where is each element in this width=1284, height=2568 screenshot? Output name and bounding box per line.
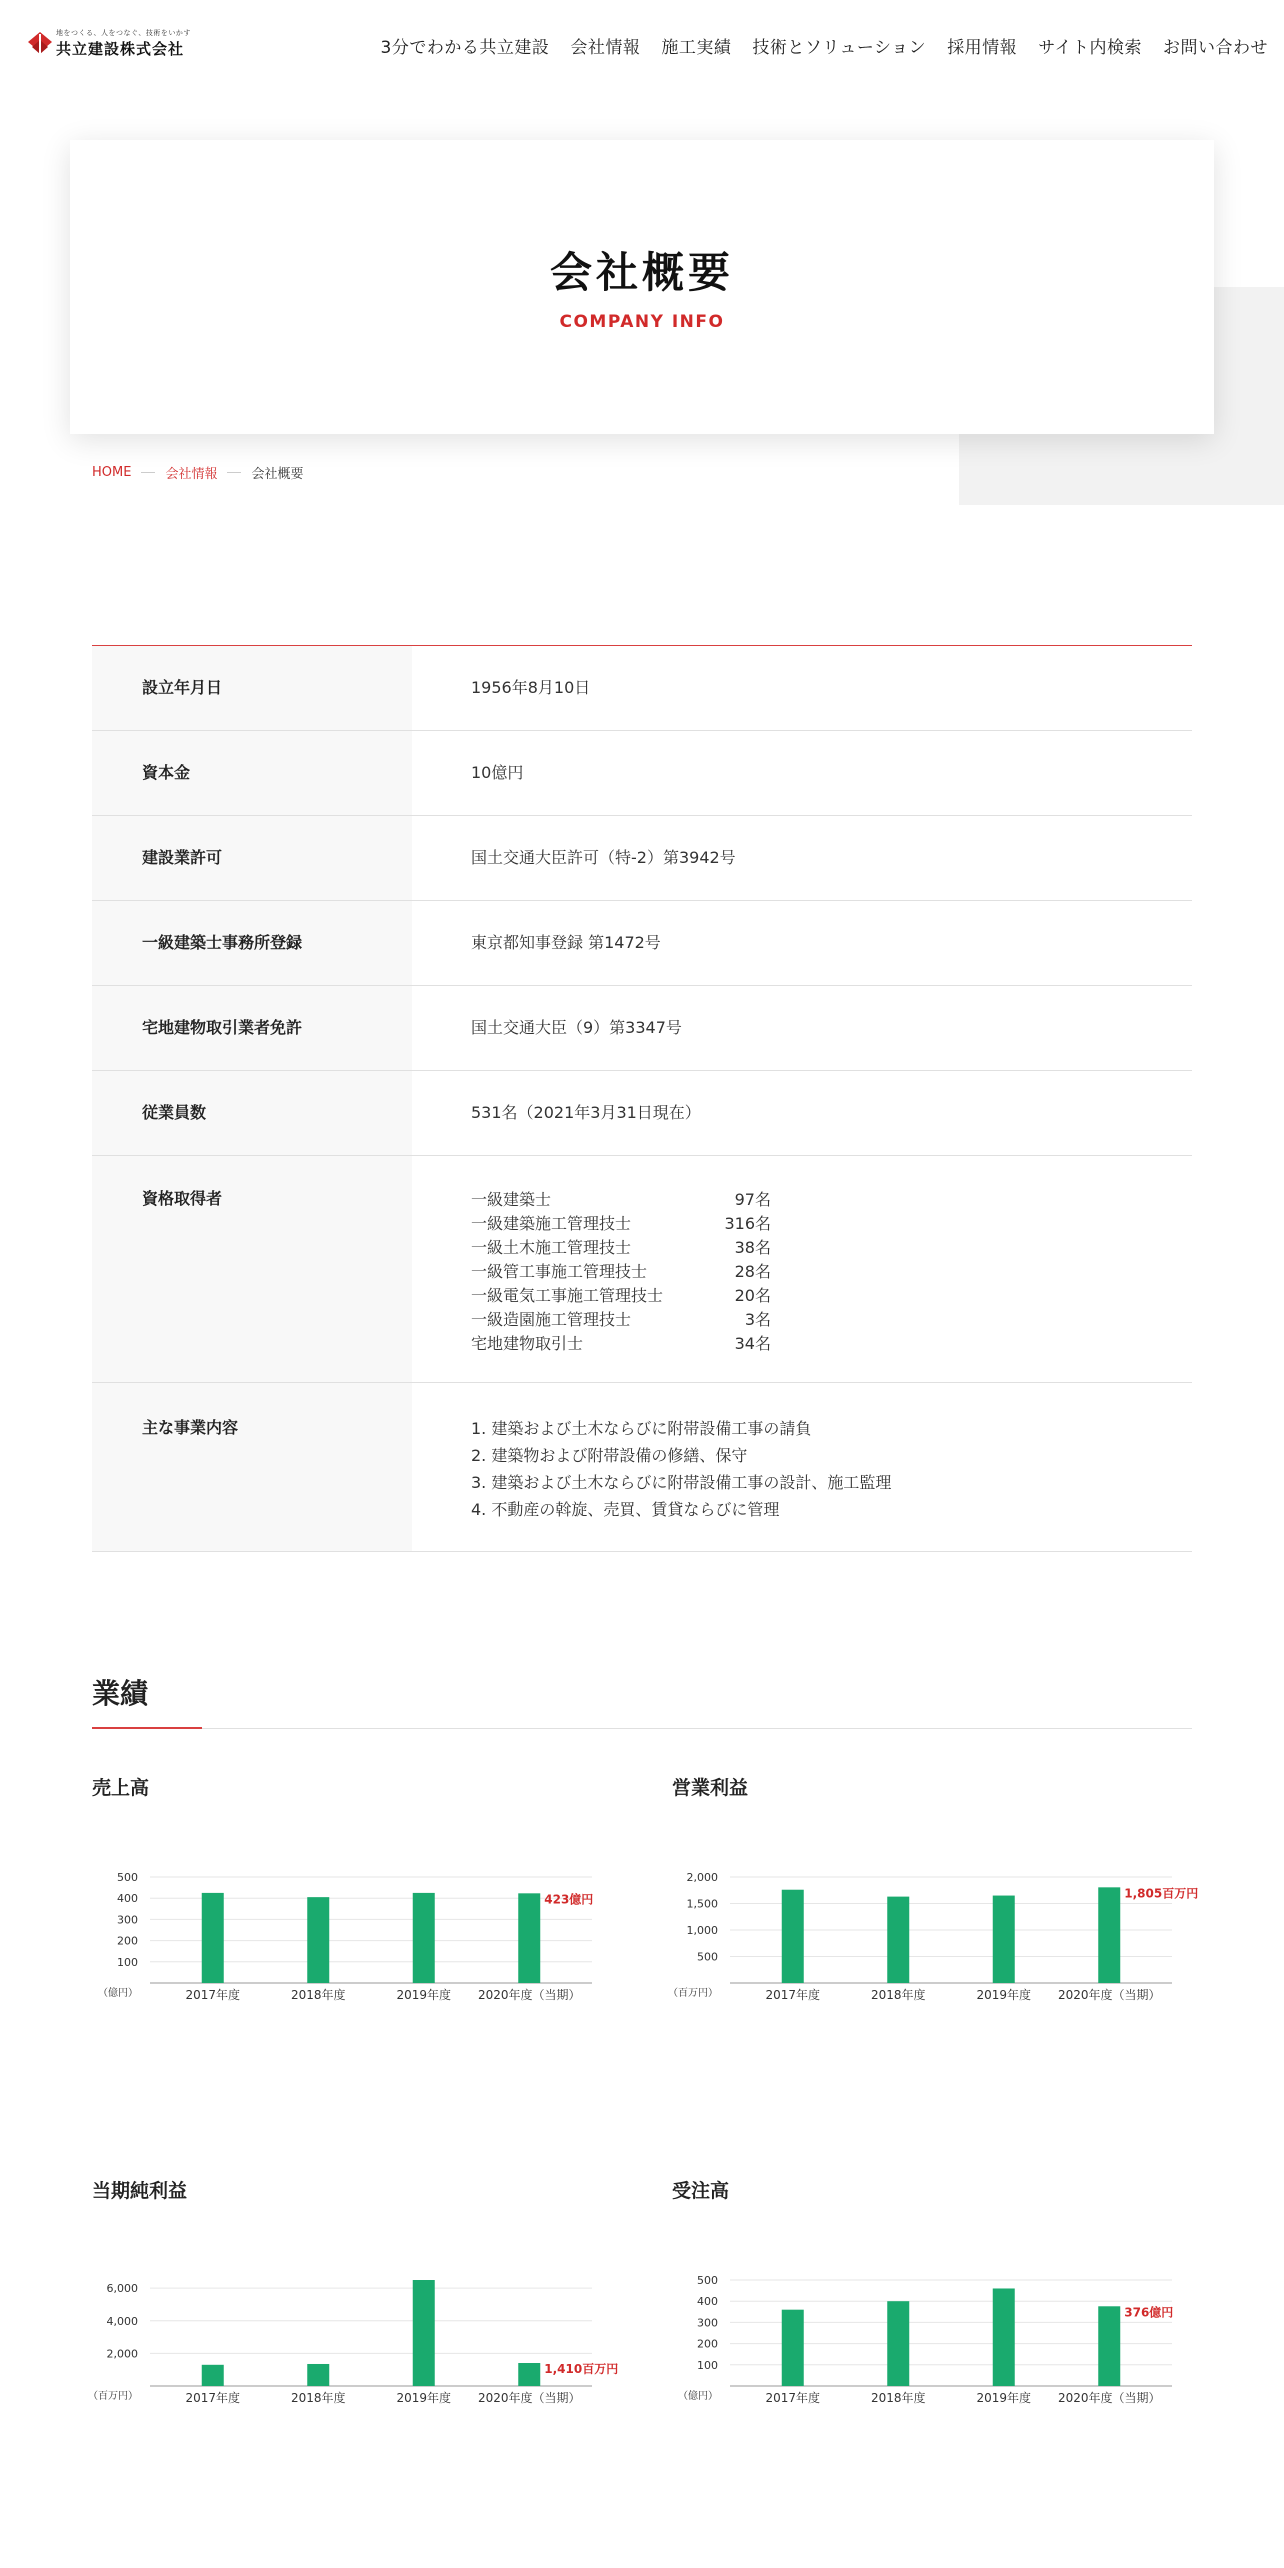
nav-item-contact[interactable]: お問い合わせ — [1163, 38, 1268, 58]
y-tick-label: 4,000 — [106, 2314, 138, 2328]
bar — [202, 1893, 224, 1983]
business-item: 3. 建築および土木ならびに附帯設備工事の設計、施工監理 — [471, 1473, 892, 1492]
y-tick-label: 1,000 — [686, 1924, 718, 1937]
bar — [1098, 2306, 1120, 2386]
page-subtitle: COMPANY INFO — [559, 312, 725, 332]
row-value: 10億円 — [471, 763, 524, 782]
row-label: 主な事業内容 — [92, 1383, 412, 1551]
row-label: 資格取得者 — [92, 1156, 412, 1382]
logo-text: 共立建設株式会社 — [56, 40, 185, 58]
unit-label: （百万円） — [88, 2391, 138, 2402]
bar — [202, 2365, 224, 2386]
table-row — [92, 731, 1192, 816]
data-label-callout: 423億円 — [544, 1892, 594, 1907]
row-label: 建設業許可 — [92, 816, 412, 900]
qualification-count: 316名 — [724, 1214, 771, 1233]
business-item: 1. 建築および土木ならびに附帯設備工事の請負 — [471, 1419, 812, 1438]
x-tick-label: 2020年度（当期） — [477, 1988, 581, 2002]
qualification-count: 97名 — [734, 1190, 771, 1209]
chart-sales — [92, 1773, 612, 2093]
business-item: 2. 建築物および附帯設備の修繕、保守 — [471, 1446, 748, 1465]
qualification-item — [471, 1260, 1192, 1284]
bar — [993, 2288, 1015, 2386]
y-tick-label: 100 — [697, 2358, 718, 2372]
data-label-callout: 1,410百万円 — [544, 2362, 619, 2377]
qualification-name: 一級電気工事施工管理技士 — [471, 1286, 664, 1305]
qualification-name: 一級管工事施工管理技士 — [471, 1262, 648, 1281]
nav-item-recruit[interactable]: 採用情報 — [947, 38, 1018, 58]
bar — [413, 1893, 435, 1983]
performance-divider — [92, 1728, 1192, 1729]
bar — [518, 1893, 540, 1983]
bar — [413, 2280, 435, 2386]
x-tick-label: 2018年度 — [870, 2391, 926, 2405]
y-tick-label: 100 — [117, 1955, 138, 1969]
y-tick-label: 500 — [117, 1871, 138, 1884]
breadcrumb-separator — [227, 472, 241, 473]
table-row — [92, 646, 1192, 731]
nav-item-technology[interactable]: 技術とソリューション — [752, 38, 927, 58]
table-row — [92, 986, 1192, 1071]
data-label-callout: 1,805百万円 — [1124, 1886, 1199, 1901]
bar — [307, 2364, 329, 2386]
page-title: 会社概要 — [549, 248, 734, 297]
x-tick-label: 2019年度 — [396, 2391, 452, 2405]
qualification-item — [471, 1212, 1192, 1236]
breadcrumb-company-info[interactable]: 会社情報 — [165, 467, 218, 482]
qualification-count: 38名 — [734, 1238, 771, 1257]
x-tick-label: 2017年度 — [185, 1988, 241, 2002]
data-label-callout: 376億円 — [1124, 2305, 1174, 2320]
row-label: 従業員数 — [92, 1071, 412, 1155]
x-tick-label: 2017年度 — [185, 2391, 241, 2405]
qualification-name: 一級建築士 — [471, 1190, 552, 1209]
x-tick-label: 2018年度 — [290, 1988, 346, 2002]
qualification-item — [471, 1188, 1192, 1212]
row-value: 国土交通大臣許可（特-2）第3942号 — [471, 848, 736, 867]
business-list — [412, 1383, 1192, 1551]
y-tick-label: 400 — [117, 1892, 138, 1906]
x-tick-label: 2020年度（当期） — [1057, 2391, 1161, 2405]
unit-label: （億円） — [678, 2391, 718, 2402]
qualification-name: 宅地建物取引士 — [471, 1334, 584, 1353]
nav-item-works[interactable]: 施工実績 — [661, 38, 732, 58]
x-tick-label: 2019年度 — [976, 2391, 1032, 2405]
row-label: 宅地建物取引業者免許 — [92, 986, 412, 1070]
bar — [307, 1897, 329, 1983]
x-tick-label: 2020年度（当期） — [1057, 1988, 1161, 2002]
qualification-item — [471, 1308, 1192, 1332]
x-tick-label: 2019年度 — [396, 1988, 452, 2002]
row-value: 東京都知事登録 第1472号 — [471, 933, 661, 952]
nav-item-company[interactable]: 会社情報 — [570, 38, 641, 58]
logo-mark-icon — [26, 30, 54, 58]
qualification-item — [471, 1284, 1192, 1308]
breadcrumb-current: 会社概要 — [251, 467, 304, 482]
bar — [1098, 1887, 1120, 1983]
row-label: 一級建築士事務所登録 — [92, 901, 412, 985]
qualification-name: 一級造園施工管理技士 — [471, 1310, 632, 1329]
qualification-count: 34名 — [734, 1334, 771, 1353]
y-tick-label: 6,000 — [106, 2282, 138, 2296]
y-tick-label: 2,000 — [686, 1871, 718, 1884]
y-tick-label: 300 — [697, 2316, 718, 2330]
chart-title: 売上高 — [92, 1777, 150, 1799]
x-tick-label: 2018年度 — [870, 1988, 926, 2002]
performance-divider-accent — [92, 1727, 202, 1729]
chart-title: 営業利益 — [672, 1777, 749, 1799]
x-tick-label: 2017年度 — [765, 2391, 821, 2405]
bar — [782, 1890, 804, 1983]
business-item: 4. 不動産の斡旋、売買、賃貸ならびに管理 — [471, 1500, 780, 1519]
table-row — [92, 1071, 1192, 1156]
chart-title: 受注高 — [672, 2180, 730, 2202]
nav-item-search[interactable]: サイト内検索 — [1038, 38, 1142, 58]
qualification-name: 一級建築施工管理技士 — [471, 1214, 632, 1233]
x-tick-label: 2020年度（当期） — [477, 2391, 581, 2405]
chart-orders-svg — [672, 2266, 1192, 2426]
y-tick-label: 2,000 — [106, 2347, 138, 2361]
qualification-list — [412, 1156, 1192, 1382]
chart-net-income — [88, 2176, 619, 2496]
hero-card — [70, 140, 1214, 434]
chart-orders — [672, 2176, 1192, 2496]
row-label: 資本金 — [92, 731, 412, 815]
breadcrumb-separator — [141, 472, 155, 473]
chart-operating-profit — [668, 1773, 1199, 2093]
qualification-item — [471, 1332, 1192, 1356]
x-tick-label: 2018年度 — [290, 2391, 346, 2405]
global-nav — [360, 33, 1268, 58]
bar — [887, 2301, 909, 2386]
company-info-table — [92, 645, 1192, 1552]
nav-item-about[interactable]: 3分でわかる共立建設 — [380, 38, 550, 58]
table-row — [92, 901, 1192, 986]
y-tick-label: 200 — [697, 2337, 718, 2351]
table-row — [92, 816, 1192, 901]
performance-heading: 業績 — [92, 1677, 149, 1710]
y-tick-label: 300 — [117, 1913, 138, 1927]
bar — [993, 1896, 1015, 1983]
table-row-business — [92, 1383, 1192, 1552]
chart-sales-svg — [92, 1863, 612, 2023]
chart-net-income-svg — [88, 2266, 619, 2426]
row-value: 1956年8月10日 — [471, 678, 591, 697]
y-tick-label: 400 — [697, 2295, 718, 2309]
qualification-name: 一級土木施工管理技士 — [471, 1238, 632, 1257]
bar — [782, 2310, 804, 2386]
y-tick-label: 200 — [117, 1934, 138, 1948]
chart-title: 当期純利益 — [92, 2180, 188, 2202]
bar — [518, 2363, 540, 2386]
breadcrumb-home[interactable]: HOME — [92, 465, 132, 480]
qualification-count: 28名 — [734, 1262, 771, 1281]
table-row-qualifications — [92, 1156, 1192, 1383]
y-tick-label: 500 — [697, 2274, 718, 2287]
breadcrumb — [92, 463, 303, 482]
unit-label: （百万円） — [668, 1988, 718, 1999]
x-tick-label: 2019年度 — [976, 1988, 1032, 2002]
unit-label: （億円） — [98, 1988, 138, 1999]
y-tick-label: 1,500 — [686, 1897, 718, 1911]
y-tick-label: 500 — [697, 1950, 718, 1964]
bar — [887, 1897, 909, 1983]
qualification-count: 20名 — [734, 1286, 771, 1305]
x-tick-label: 2017年度 — [765, 1988, 821, 2002]
qualification-count: 3名 — [744, 1310, 771, 1329]
row-label: 設立年月日 — [92, 646, 412, 730]
logo-tagline: 地をつくる、人をつなぐ、技術をいかす — [56, 29, 191, 37]
row-value: 531名（2021年3月31日現在） — [471, 1103, 701, 1122]
site-header — [0, 0, 1284, 92]
row-value: 国土交通大臣（9）第3347号 — [471, 1018, 682, 1037]
qualification-item — [471, 1236, 1192, 1260]
chart-operating-profit-svg — [668, 1863, 1199, 2023]
company-logo[interactable] — [26, 28, 216, 62]
